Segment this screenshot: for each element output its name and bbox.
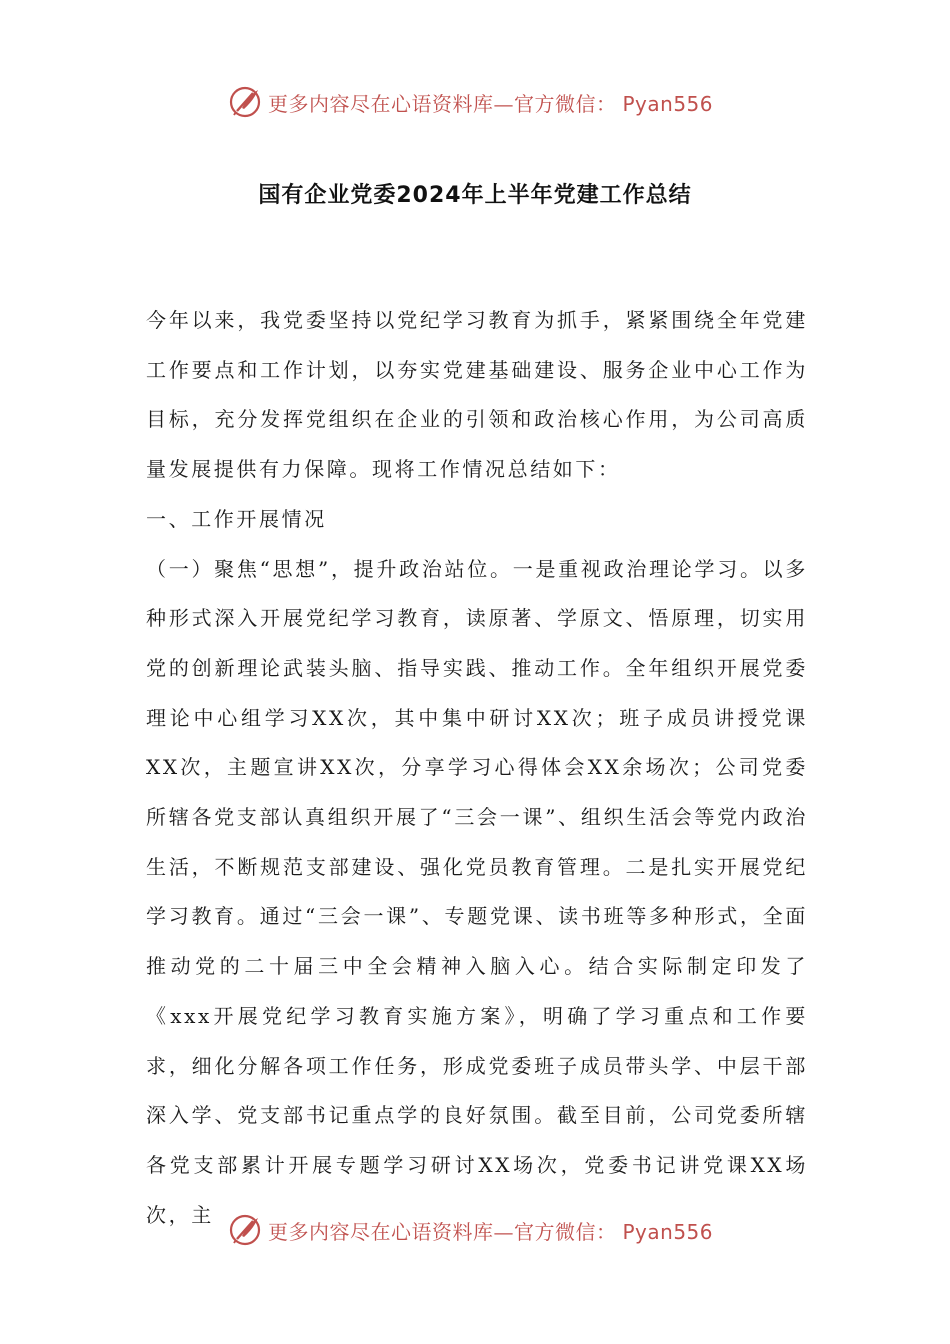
quill-pen-icon xyxy=(228,84,264,120)
wechat-id: Pyan556 xyxy=(622,1219,714,1244)
wechat-id: Pyan556 xyxy=(622,91,714,116)
document-title: 国有企业党委2024年上半年党建工作总结 xyxy=(258,183,692,208)
section-heading: 一、工作开展情况 xyxy=(146,506,327,531)
document-body xyxy=(146,296,808,1240)
body-paragraph: （一）聚焦“思想”，提升政治站位。一是重视政治理论学习。以多种形式深入开展党纪学习教育，读原著、学原文、悟原理，切实用党的创新理论武装头脑、指导实践、推动工作。全年组织开展党委理论中心组学习XX次，其中集中研讨XX次；班子成员讲授党课XX次，主题宣讲XX次，分享学习心得体会XX余场次；公司党委所辖各党支部认真组织开展了“三会一课”、组织生活会等党内政治生活，不断规范支部建设、强化党员教育管理。二是扎实开展党纪学习教育。通过“三会一课”、专题党课、读书班等多种形式，全面推动党的二十届三中全会精神入脑入心。结合实际制定印发了《xxx开展党纪学习教育实施方案》，明确了学习重点和工作要求，细化分解各项工作任务，形成党委班子成员带头学、中层干部深入学、党支部书记重点学的良好氛围。截至目前，公司党委所辖各党支部累计开展专题学习研讨XX场次，党委书记讲党课XX场次，主 xyxy=(146,556,808,1227)
watermark-label: 更多内容尽在心语资料库—官方微信： xyxy=(268,1219,617,1244)
watermark-text xyxy=(268,1216,713,1245)
quill-pen-icon xyxy=(228,1212,264,1248)
watermark-label: 更多内容尽在心语资料库—官方微信： xyxy=(268,91,617,116)
header-watermark xyxy=(228,80,728,124)
intro-paragraph: 今年以来，我党委坚持以党纪学习教育为抓手，紧紧围绕全年党建工作要点和工作计划，以夯实党建基础建设、服务企业中心工作为目标，充分发挥党组织在企业的引领和政治核心作用，为公司高质量发展提供有力保障。现将工作情况总结如下： xyxy=(146,308,808,482)
watermark-text xyxy=(268,88,713,117)
footer-watermark xyxy=(228,1208,728,1252)
